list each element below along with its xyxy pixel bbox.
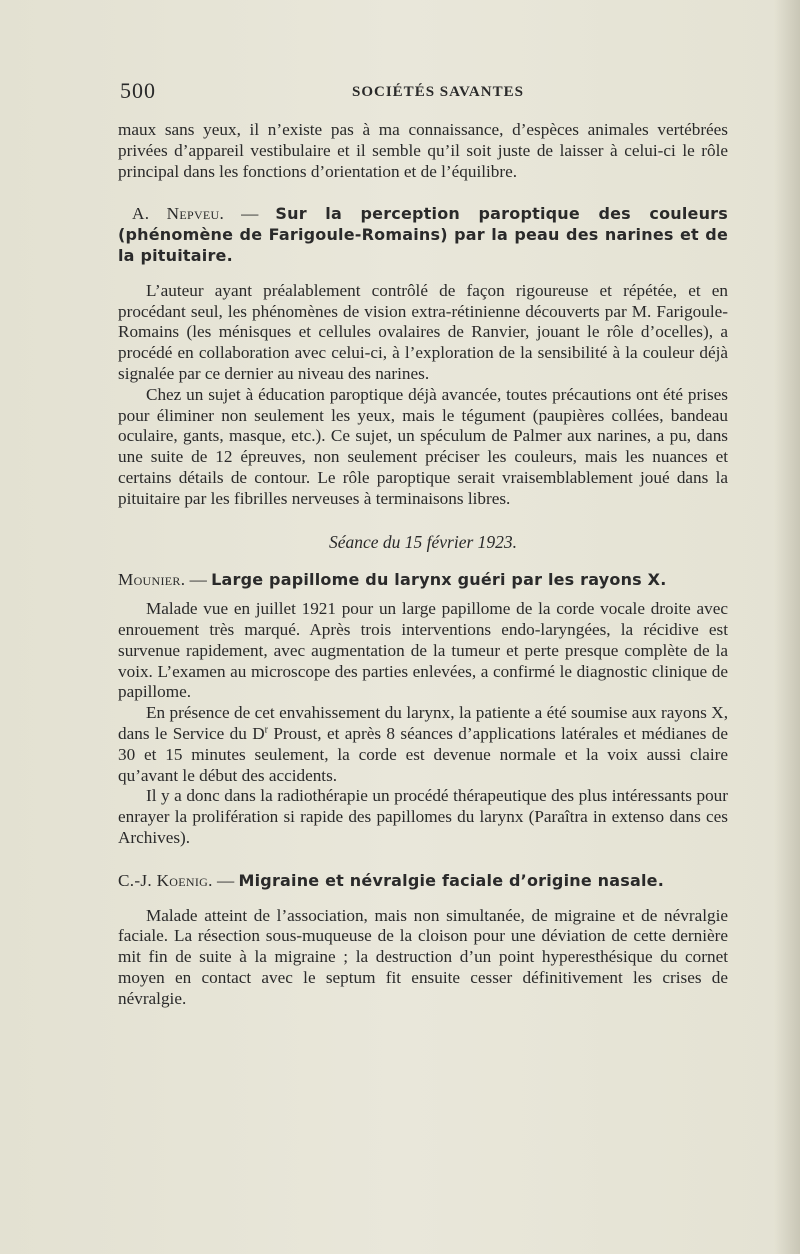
entry-paragraph: L’auteur ayant préalablement contrôlé de façon rigoureuse et répétée, et en procédant seul, les phénomènes de vision extra-rétinienne découverts par M. Farigoule-Romains (les ménisques et cellules ovalaires de Ranvier, jouant le rôle d’ocelles), a procédé en collaboration avec celui-ci, à l’exploration de la sensibilité à la couleur déjà signalée par ce dernier au niveau des narines. [118, 280, 728, 383]
entry-dash: — [224, 204, 276, 224]
page-spine-shadow [774, 0, 800, 1254]
entry-mounier [118, 570, 728, 848]
entry-author: C.-J. Koenig. [118, 870, 213, 890]
page-header [120, 78, 730, 108]
entry-paragraph: Malade vue en juillet 1921 pour un large papillome de la corde vocale droite avec enrouement très marqué. Après trois interventions endo-laryngées, la récidive est survenue rapidement, avec augmentation de la tumeur et perte presque complète de la voix. L’examen au microscope des parties enlevées, a confirmé le diagnostic clinique de papillome. [118, 599, 728, 702]
entry-paragraph: Malade atteint de l’association, mais non simultanée, de migraine et de névralgie faciale. La résection sous-muqueuse de la cloison pour une déviation de cette dernière mit fin de suite à la migraine ; la destruction d’un point hyperesthésique du cornet moyen en contact avec le septum fit ensuite cesser définitivement les crises de névralgie. [118, 905, 728, 1008]
entry-title: Migraine et névralgie faciale d’origine nasale. [238, 870, 665, 890]
entry-nepveu [118, 204, 728, 509]
entry-koenig [118, 871, 728, 1010]
entry-author: A. Nepveu. [132, 204, 225, 224]
entry-paragraph [118, 703, 728, 786]
entry-author: Mounier. [118, 570, 186, 590]
superscript: r [264, 724, 268, 736]
entry-dash: — [212, 870, 239, 890]
paragraph-text: Proust, et après 8 séances d’applications latérales et médianes de 30 et 15 minutes seulement, la corde est devenue normale et la voix aussi claire qu’avant le début des accidents. [118, 723, 728, 785]
entry-paragraph: Il y a donc dans la radiothérapie un procédé thérapeutique des plus intéressants pour enrayer la prolifération si rapide des papillomes du larynx (Paraîtra in extenso dans ces Archives). [118, 786, 728, 847]
entry-heading [118, 570, 728, 591]
entry-dash: — [185, 570, 212, 590]
entry-title: Sur la perception paroptique des couleurs (phénomène de Farigoule-Romains) par la peau des narines et de la pituitaire. [118, 204, 728, 265]
session-heading: Séance du 15 février 1923. [328, 531, 518, 552]
page-number: 500 [120, 78, 156, 103]
entry-paragraph: Chez un sujet à éducation paroptique déjà avancée, toutes précautions ont été prises pour éliminer non seulement les yeux, mais le tégument (paupières collées, bandeau oculaire, gants, masque, etc.). Ce sujet, un spéculum de Palmer aux narines, a pu, dans une suite de 12 épreuves, non seulement préciser les couleurs, mais les nuances et certains détails de contour. Le rôle paroptique serait vraisemblablement joué dans la pituitaire par les fibrilles nerveuses à terminaisons libres. [118, 384, 728, 508]
entry-title: Large papillome du larynx guéri par les rayons X. [211, 570, 667, 590]
running-head: SOCIÉTÉS SAVANTES [352, 84, 524, 100]
intro-paragraph: maux sans yeux, il n’existe pas à ma connaissance, d’espèces animales vertébrées privées d’appareil vestibulaire et il semble qu’il soit juste de laisser à celui-ci le rôle principal dans les fonctions d’orientation et de l’équilibre. [118, 120, 728, 181]
page-body [118, 120, 728, 1009]
entry-heading [118, 204, 728, 266]
entry-heading [118, 871, 728, 892]
paragraph-text: En présence de cet envahissement du larynx, la patiente a été soumise aux rayons X, dans le Service du D [118, 703, 728, 743]
